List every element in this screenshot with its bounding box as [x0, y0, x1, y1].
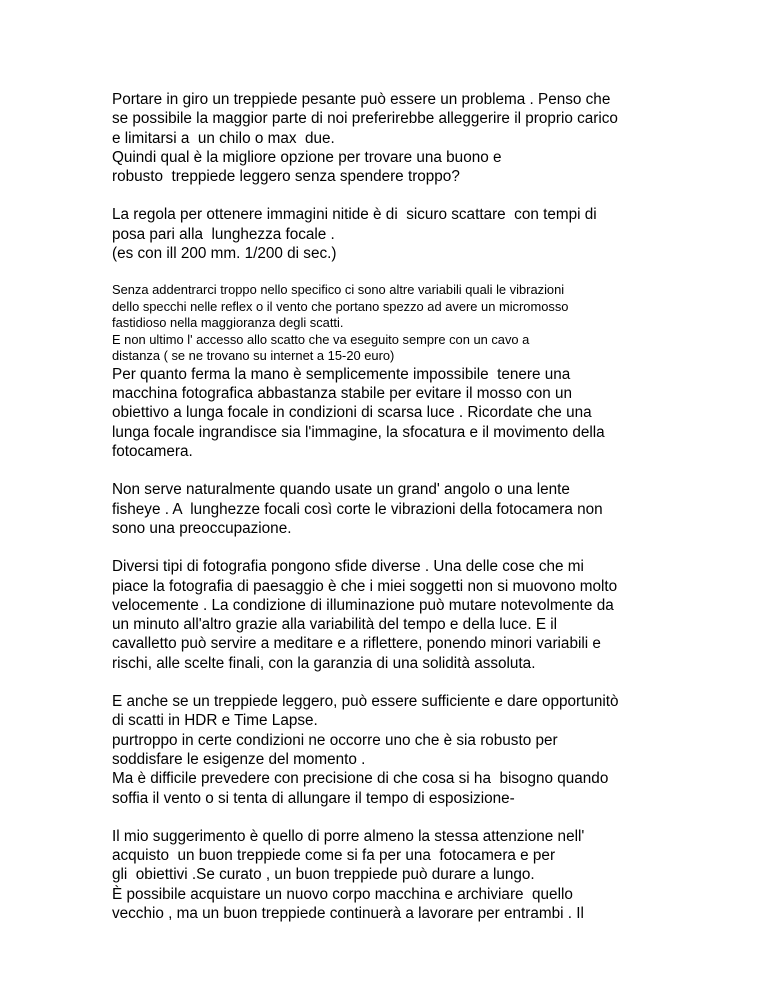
document-page: [112, 90, 672, 923]
text-line: Non serve naturalmente quando usate un grand' angolo o una lente: [112, 481, 570, 499]
text-line: soffia il vento o si tenta di allungare il tempo di esposizione-: [112, 789, 515, 807]
text-line: piace la fotografia di paesaggio è che i miei soggetti non si muovono molto: [112, 577, 618, 595]
text-line: La regola per ottenere immagini nitide è di sicuro scattare con tempi di: [112, 206, 597, 224]
text-line: velocemente . La condizione di illuminazione può mutare notevolmente da: [112, 596, 614, 614]
text-line: sono una preoccupazione.: [112, 519, 292, 537]
text-line: e limitarsi a un chilo o max due.: [112, 129, 335, 147]
text-line: Diversi tipi di fotografia pongono sfide diverse . Una delle cose che mi: [112, 558, 584, 576]
text-line: robusto treppiede leggero senza spendere troppo?: [112, 168, 460, 186]
text-line: macchina fotografica abbastanza stabile per evitare il mosso con un: [112, 385, 573, 403]
paragraph-gap: [112, 673, 672, 692]
text-line: Per quanto ferma la mano è semplicemente impossibile tenere una: [112, 365, 571, 383]
text-line: Ma è difficile prevedere con precisione di che cosa si ha bisogno quando: [112, 770, 609, 788]
text-line: Portare in giro un treppiede pesante può essere un problema . Penso che: [112, 91, 611, 108]
paragraph-3: [112, 282, 672, 365]
paragraph-5: [112, 480, 672, 538]
text-line: Il mio suggerimento è quello di porre almeno la stessa attenzione nell': [112, 827, 585, 845]
paragraph-gap: [112, 263, 672, 282]
text-line: (es con ill 200 mm. 1/200 di sec.): [112, 245, 337, 263]
text-line: acquisto un buon treppiede come si fa per una fotocamera e per: [112, 847, 556, 865]
text-line: Quindi qual è la migliore opzione per trovare una buono e: [112, 148, 502, 166]
text-line: un minuto all'altro grazie alla variabilità del tempo e della luce. E il: [112, 616, 558, 634]
paragraph-4: [112, 365, 672, 461]
text-line: posa pari alla lunghezza focale .: [112, 225, 335, 243]
paragraph-8: [112, 827, 672, 923]
text-line: E anche se un treppiede leggero, può essere sufficiente e dare opportunitò: [112, 693, 619, 711]
paragraph-gap: [112, 186, 672, 205]
text-line: E non ultimo l' accesso allo scatto che va eseguito sempre con un cavo a: [112, 331, 530, 347]
text-line: dello specchi nelle reflex o il vento che portano spezzo ad avere un micromosso: [112, 298, 569, 314]
paragraph-gap: [112, 461, 672, 480]
paragraph-2: [112, 205, 672, 263]
text-line: fastidioso nella maggioranza degli scatti.: [112, 315, 344, 331]
text-line: fisheye . A lunghezze focali così corte le vibrazioni della fotocamera non: [112, 500, 603, 518]
paragraph-6: [112, 557, 672, 673]
text-line: lunga focale ingrandisce sia l'immagine, la sfocatura e il movimento della: [112, 423, 605, 441]
text-line: soddisfare le esigenze del momento .: [112, 750, 366, 768]
text-line: È possibile acquistare un nuovo corpo macchina e archiviare quello: [112, 885, 573, 903]
text-line: rischi, alle scelte finali, con la garanzia di una solidità assoluta.: [112, 654, 536, 672]
text-line: se possibile la maggior parte di noi preferirebbe alleggerire il proprio carico: [112, 110, 618, 128]
text-line: Senza addentrarci troppo nello specifico ci sono altre variabili quali le vibrazioni: [112, 282, 565, 298]
text-line: obiettivo a lunga focale in condizioni di scarsa luce . Ricordate che una: [112, 404, 592, 422]
text-line: distanza ( se ne trovano su internet a 15-20 euro): [112, 348, 395, 364]
paragraph-gap: [112, 808, 672, 827]
text-line: purtroppo in certe condizioni ne occorre uno che è sia robusto per: [112, 731, 558, 749]
text-line: vecchio , ma un buon treppiede continuerà a lavorare per entrambi . Il: [112, 905, 584, 922]
paragraph-7: [112, 692, 672, 808]
text-line: cavalletto può servire a meditare e a riflettere, ponendo minori variabili e: [112, 635, 601, 653]
text-line: fotocamera.: [112, 443, 193, 461]
paragraph-gap: [112, 538, 672, 557]
paragraph-1: [112, 90, 672, 186]
text-line: di scatti in HDR e Time Lapse.: [112, 712, 318, 730]
text-line: gli obiettivi .Se curato , un buon treppiede può durare a lungo.: [112, 866, 535, 884]
